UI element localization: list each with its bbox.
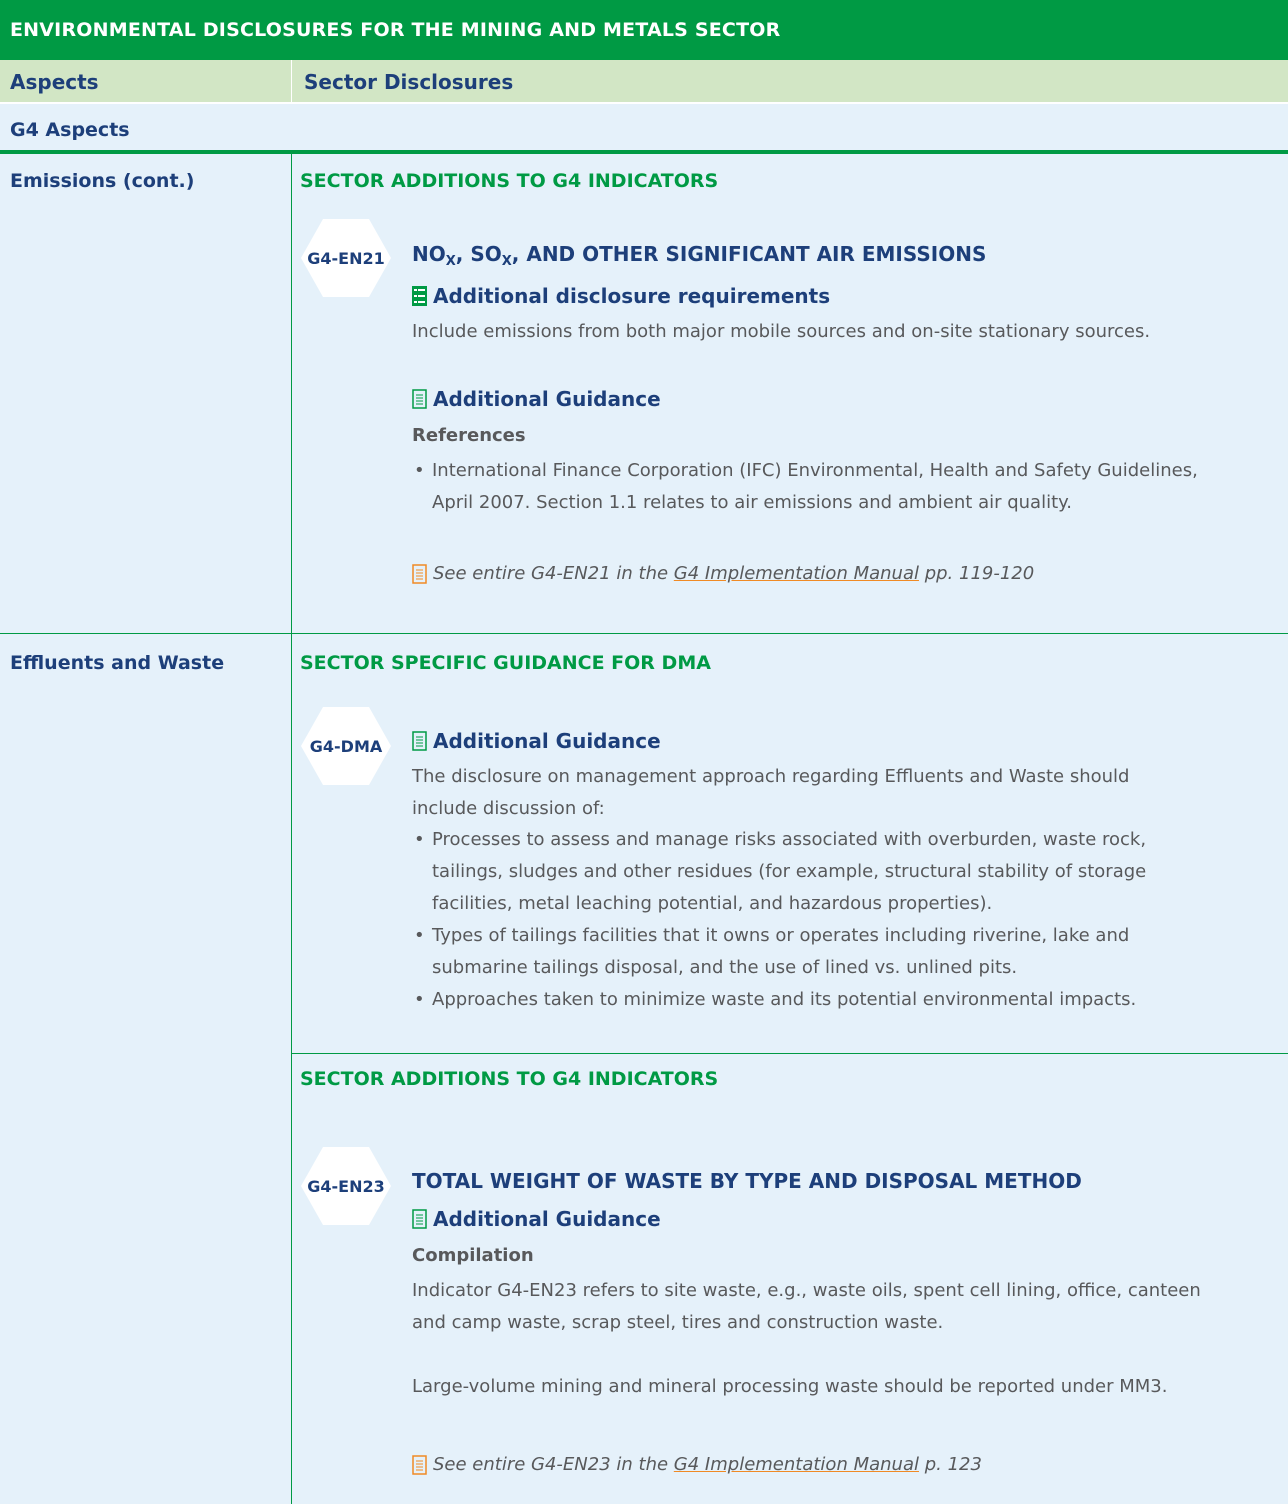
manual-reference-prefix: See entire G4-EN21 in the — [433, 563, 674, 584]
header-divider — [291, 60, 292, 102]
section-divider — [0, 150, 1288, 154]
bullet-line: Types of tailings facilities that it owns or operates including riverine, lake and — [432, 925, 1130, 946]
badge-label: G4-EN23 — [307, 1176, 385, 1196]
title-part: NO — [412, 242, 446, 266]
list-item — [412, 824, 1146, 920]
row-divider — [0, 633, 1288, 634]
bullet-line: tailings, sludges and other residues (for example, structural stability of storage — [432, 861, 1147, 882]
bullet-line: April 2007. Section 1.1 relates to air emissions and ambient air quality. — [432, 492, 1072, 513]
compilation-note: Large-volume mining and mineral processing waste should be reported under MM3. — [412, 1376, 1168, 1397]
bullet-icon: • — [414, 925, 425, 946]
requirements-text: Include emissions from both major mobile sources and on-site stationary sources. — [412, 321, 1151, 342]
document-icon — [412, 1209, 427, 1229]
bullet-line: facilities, metal leaching potential, and hazardous properties). — [432, 893, 993, 914]
document-icon — [412, 731, 427, 751]
title-subscript: X — [445, 254, 456, 269]
section-heading-sector-additions: SECTOR ADDITIONS TO G4 INDICATORS — [300, 1068, 719, 1090]
references-label: References — [412, 425, 526, 446]
column-header-disclosures: Sector Disclosures — [304, 70, 514, 94]
indicator-badge-dma — [300, 706, 392, 786]
en23-guidance-label: Additional Guidance — [433, 1207, 661, 1231]
indicator-title-en23: TOTAL WEIGHT OF WASTE BY TYPE AND DISPOSAL METHOD — [412, 1169, 1082, 1193]
bullet-line: Approaches taken to minimize waste and its potential environmental impacts. — [432, 989, 1137, 1010]
list-item — [412, 455, 1198, 519]
indicator-badge-en23 — [300, 1146, 392, 1226]
indicator-title-en21 — [412, 242, 986, 269]
manual-reference-suffix: p. 123 — [918, 1454, 982, 1475]
subrow-divider — [291, 1053, 1288, 1054]
dma-guidance-label: Additional Guidance — [433, 729, 661, 753]
manual-link[interactable]: G4 Implementation Manual — [673, 563, 919, 584]
title-part: , AND OTHER SIGNIFICANT AIR EMISSIONS — [511, 242, 987, 266]
bullet-icon: • — [414, 460, 425, 481]
badge-label: G4-DMA — [309, 736, 383, 756]
en23-guidance-heading — [412, 1207, 661, 1231]
list-item — [412, 920, 1129, 984]
requirements-heading — [412, 284, 830, 308]
text-line: and camp waste, scrap steel, tires and construction waste. — [412, 1312, 944, 1333]
text-line: The disclosure on management approach regarding Effluents and Waste should — [412, 766, 1130, 787]
section-heading-sector-additions: SECTOR ADDITIONS TO G4 INDICATORS — [300, 170, 719, 192]
document-icon — [412, 389, 427, 409]
column-divider — [291, 154, 292, 1504]
manual-icon — [412, 1455, 427, 1475]
manual-reference-en21 — [412, 563, 1034, 584]
manual-icon — [412, 564, 427, 584]
column-header-aspects: Aspects — [10, 70, 99, 94]
text-line: Indicator G4-EN23 refers to site waste, e.g., waste oils, spent cell lining, office, canteen — [412, 1280, 1201, 1301]
title-subscript: X — [501, 254, 512, 269]
compilation-label: Compilation — [412, 1245, 534, 1266]
dma-intro — [412, 761, 1129, 825]
dma-guidance-heading — [412, 729, 661, 753]
manual-reference-suffix: pp. 119-120 — [918, 563, 1035, 584]
table-title: ENVIRONMENTAL DISCLOSURES FOR THE MINING AND METALS SECTOR — [0, 0, 1288, 60]
divider — [0, 102, 1288, 104]
bullet-icon: • — [414, 829, 425, 850]
bullet-line: International Finance Corporation (IFC) Environmental, Health and Safety Guidelines, — [432, 460, 1198, 481]
bullet-line: Processes to assess and manage risks associated with overburden, waste rock, — [432, 829, 1147, 850]
requirements-heading-label: Additional disclosure requirements — [433, 284, 831, 308]
indicator-badge-en21 — [300, 218, 392, 298]
badge-label: G4-EN21 — [307, 248, 385, 268]
title-part: , SO — [455, 242, 502, 266]
list-icon — [412, 286, 427, 306]
guidance-heading-label: Additional Guidance — [433, 387, 661, 411]
aspect-emissions: Emissions (cont.) — [10, 170, 195, 192]
manual-link[interactable]: G4 Implementation Manual — [673, 1454, 919, 1475]
manual-reference-en23 — [412, 1454, 982, 1475]
aspect-effluents: Effluents and Waste — [10, 652, 225, 674]
column-header-row — [0, 60, 1288, 102]
bullet-line: submarine tailings disposal, and the use of lined vs. unlined pits. — [432, 957, 1018, 978]
text-line: include discussion of: — [412, 798, 605, 819]
list-item — [412, 984, 1136, 1016]
bullet-icon: • — [414, 989, 425, 1010]
compilation-text — [412, 1275, 1201, 1339]
section-heading-dma: SECTOR SPECIFIC GUIDANCE FOR DMA — [300, 652, 711, 674]
g4-aspects-label: G4 Aspects — [10, 119, 130, 141]
guidance-heading — [412, 387, 661, 411]
manual-reference-prefix: See entire G4-EN23 in the — [433, 1454, 674, 1475]
